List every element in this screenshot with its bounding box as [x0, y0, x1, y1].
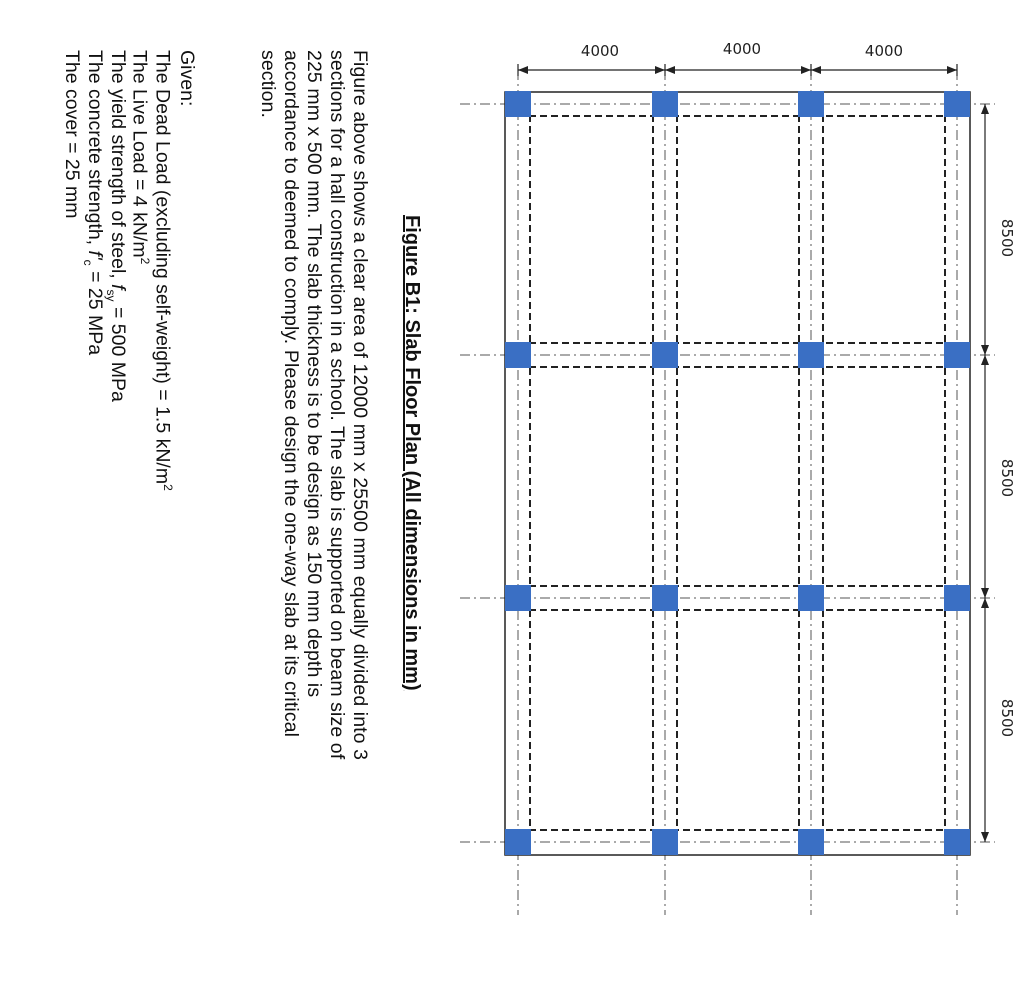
- given-steel-strength: The yield strength of steel, $f_{sy} = 500$ MPa: [104, 50, 129, 402]
- column-r3-c1: [505, 585, 531, 611]
- column-r4-c4: [944, 829, 970, 855]
- given-concrete-strength: The concrete strength, $f'_c = 25$ MPa: [81, 50, 106, 356]
- given-cover: The cover = 25 mm: [61, 50, 83, 219]
- column-r4-c2: [652, 829, 678, 855]
- figure-title: Figure B1: Slab Floor Plan (All dimensions in mm): [401, 215, 423, 691]
- dim-label-long-2: 8500: [998, 458, 1016, 498]
- given-dead-load: The Dead Load (excluding self-weight) = 1.5 $kN/m^2$: [151, 50, 175, 491]
- dim-label-short-1: 4000: [580, 42, 620, 60]
- column-r3-c4: [944, 585, 970, 611]
- description-line-3: 225 mm x 500 mm. The slab thickness is to be design as 150 mm depth is: [303, 50, 325, 698]
- description-line-4: accordance to deemed to comply. Please design the one-way slab at its critical: [280, 50, 302, 738]
- column-r2-c2: [652, 342, 678, 368]
- dimension-lines: [518, 40, 1016, 842]
- column-r2-c3: [798, 342, 824, 368]
- dim-arrow: [981, 598, 989, 608]
- dim-arrow: [981, 104, 989, 114]
- slab-outer-edge: [505, 92, 970, 855]
- given-heading: Given:: [176, 50, 198, 107]
- dim-label-short-2: 4000: [722, 40, 762, 58]
- dim-arrow: [981, 355, 989, 365]
- column-r1-c2: [652, 91, 678, 117]
- dim-arrow: [947, 66, 957, 74]
- dim-arrow: [811, 66, 821, 74]
- beam-dashed-lines: [518, 104, 957, 842]
- column-r1-c4: [944, 91, 970, 117]
- dim-label-short-3: 4000: [864, 42, 904, 60]
- given-live-load: The Live Load = 4 $kN/m^2$: [128, 50, 152, 265]
- dim-arrow: [981, 588, 989, 598]
- dim-arrow: [665, 66, 675, 74]
- dim-label-long-1: 8500: [998, 218, 1016, 258]
- columns: [505, 91, 970, 855]
- column-r3-c2: [652, 585, 678, 611]
- column-r1-c1: [505, 91, 531, 117]
- grid-centerlines: [460, 70, 995, 915]
- column-r1-c3: [798, 91, 824, 117]
- text-block: [18, 20, 423, 980]
- dim-arrow: [981, 832, 989, 842]
- description-line-5: section.: [257, 50, 279, 119]
- dim-arrow: [518, 66, 528, 74]
- column-r3-c3: [798, 585, 824, 611]
- dim-label-long-3: 8500: [998, 698, 1016, 738]
- dim-arrow: [801, 66, 811, 74]
- description-line-1: Figure above shows a clear area of 12000 mm x 25500 mm equally divided into 3: [349, 50, 371, 761]
- column-r4-c1: [505, 829, 531, 855]
- dim-arrow: [655, 66, 665, 74]
- dim-arrow: [981, 345, 989, 355]
- column-r2-c1: [505, 342, 531, 368]
- slab-outline: [505, 92, 970, 855]
- column-r2-c4: [944, 342, 970, 368]
- column-r4-c3: [798, 829, 824, 855]
- description-line-2: sections for a hall construction in a school. The slab is supported on beam size of: [326, 50, 348, 760]
